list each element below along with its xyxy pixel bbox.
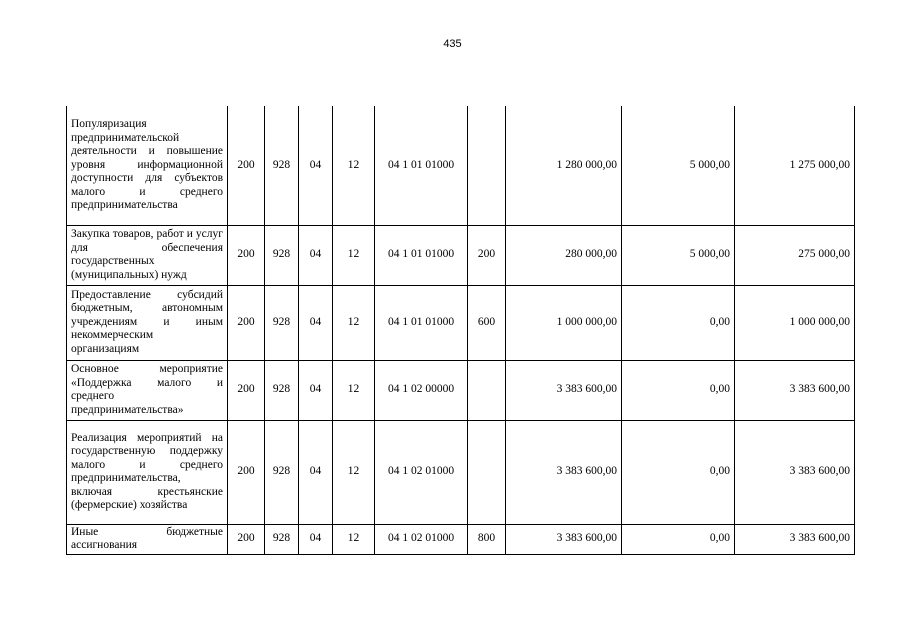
table-row bbox=[67, 106, 855, 225]
cell-col4: 12 bbox=[333, 225, 375, 285]
row-name: Предоставление субсидий бюджетным, автономным учреждениям и иным некоммерческим организациям bbox=[67, 285, 228, 360]
cell-sum: 3 383 600,00 bbox=[506, 360, 622, 420]
cell-code: 04 1 01 01000 bbox=[375, 225, 468, 285]
row-name: Реализация мероприятий на государственную поддержку малого и среднего предпринимательства, включая крестьянские (фермерские) хозяйства bbox=[67, 420, 228, 524]
cell-type: 600 bbox=[468, 285, 506, 360]
cell-col4: 12 bbox=[333, 106, 375, 225]
cell-col2: 928 bbox=[265, 360, 299, 420]
cell-col2: 928 bbox=[265, 420, 299, 524]
cell-code: 04 1 02 01000 bbox=[375, 420, 468, 524]
cell-col1: 200 bbox=[228, 106, 265, 225]
cell-col1: 200 bbox=[228, 285, 265, 360]
cell-sum: 3 383 600,00 bbox=[506, 420, 622, 524]
cell-sum: 1 000 000,00 bbox=[506, 285, 622, 360]
cell-col2: 928 bbox=[265, 285, 299, 360]
cell-col2: 928 bbox=[265, 106, 299, 225]
cell-col3: 04 bbox=[299, 420, 333, 524]
cell-total: 275 000,00 bbox=[735, 225, 855, 285]
table-row bbox=[67, 285, 855, 360]
cell-col3: 04 bbox=[299, 524, 333, 554]
cell-col1: 200 bbox=[228, 360, 265, 420]
cell-col2: 928 bbox=[265, 225, 299, 285]
cell-total: 3 383 600,00 bbox=[735, 360, 855, 420]
cell-code: 04 1 01 01000 bbox=[375, 106, 468, 225]
cell-change: 0,00 bbox=[622, 285, 735, 360]
cell-change: 0,00 bbox=[622, 524, 735, 554]
cell-code: 04 1 01 01000 bbox=[375, 285, 468, 360]
cell-type bbox=[468, 360, 506, 420]
cell-col3: 04 bbox=[299, 360, 333, 420]
table-row bbox=[67, 420, 855, 524]
cell-col2: 928 bbox=[265, 524, 299, 554]
cell-total: 3 383 600,00 bbox=[735, 420, 855, 524]
cell-sum: 3 383 600,00 bbox=[506, 524, 622, 554]
cell-type bbox=[468, 106, 506, 225]
cell-col3: 04 bbox=[299, 285, 333, 360]
cell-total: 1 275 000,00 bbox=[735, 106, 855, 225]
row-name: Основное мероприятие «Поддержка малого и среднего предпринимательства» bbox=[67, 360, 228, 420]
cell-type: 200 bbox=[468, 225, 506, 285]
cell-type bbox=[468, 420, 506, 524]
row-name: Иные бюджетные ассигнования bbox=[67, 524, 228, 554]
cell-type: 800 bbox=[468, 524, 506, 554]
page-number: 435 bbox=[443, 38, 462, 50]
cell-col4: 12 bbox=[333, 360, 375, 420]
table-row bbox=[67, 524, 855, 554]
table-row bbox=[67, 225, 855, 285]
cell-change: 5 000,00 bbox=[622, 106, 735, 225]
cell-col1: 200 bbox=[228, 225, 265, 285]
cell-code: 04 1 02 01000 bbox=[375, 524, 468, 554]
cell-col4: 12 bbox=[333, 524, 375, 554]
cell-total: 1 000 000,00 bbox=[735, 285, 855, 360]
cell-col4: 12 bbox=[333, 420, 375, 524]
cell-col1: 200 bbox=[228, 420, 265, 524]
cell-change: 0,00 bbox=[622, 360, 735, 420]
cell-code: 04 1 02 00000 bbox=[375, 360, 468, 420]
row-name: Популяризация предпринимательской деятельности и повышение уровня информационной доступности для субъектов малого и среднего предпринимательства bbox=[67, 106, 228, 225]
table-row bbox=[67, 360, 855, 420]
cell-col1: 200 bbox=[228, 524, 265, 554]
cell-total: 3 383 600,00 bbox=[735, 524, 855, 554]
cell-sum: 1 280 000,00 bbox=[506, 106, 622, 225]
cell-sum: 280 000,00 bbox=[506, 225, 622, 285]
cell-change: 5 000,00 bbox=[622, 225, 735, 285]
row-name: Закупка товаров, работ и услуг для обеспечения государственных (муниципальных) нужд bbox=[67, 225, 228, 285]
cell-change: 0,00 bbox=[622, 420, 735, 524]
cell-col4: 12 bbox=[333, 285, 375, 360]
budget-table bbox=[66, 106, 855, 555]
cell-col3: 04 bbox=[299, 225, 333, 285]
cell-col3: 04 bbox=[299, 106, 333, 225]
